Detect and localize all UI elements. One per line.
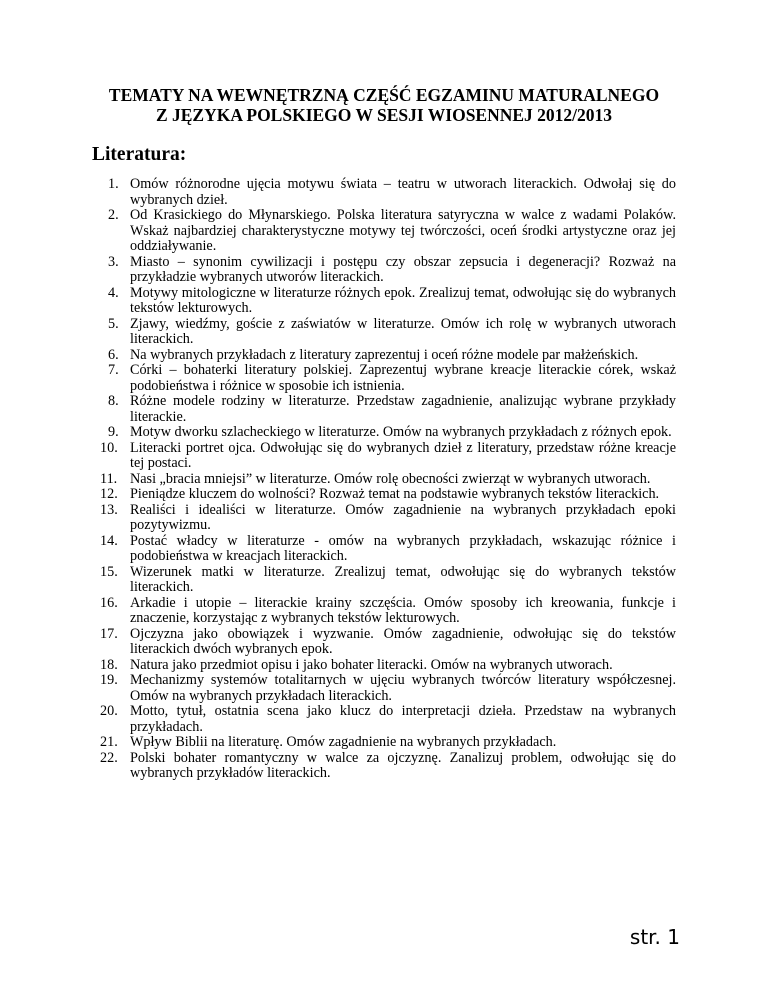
topic-number: 12. [100,486,118,502]
topic-text: Nasi „bracia mniejsi” w literaturze. Omów rolę obecności zwierząt w wybranych utworach. [130,470,651,487]
topic-text: Różne modele rodziny w literaturze. Przedstaw zagadnienie, analizując wybrane przykłady literackie. [130,393,676,425]
topic-item [100,656,676,674]
topic-item [100,734,676,751]
topic-text: Motywy mitologiczne w literaturze różnych epok. Zrealizuj temat, odwołując się do wybranych tekstów lekturowych. [130,284,676,316]
topic-number: 7. [108,362,119,378]
topic-text: Pieniądze kluczem do wolności? Rozważ temat na podstawie wybranych tekstów literackich. [130,486,660,502]
topic-text: Zjawy, wiedźmy, goście z zaświatów w literaturze. Omów ich rolę w wybranych utworach literackich. [130,315,676,347]
topic-text: Od Krasickiego do Młynarskiego. Polska literatura satyryczna w walce z wadami Polaków. Wskaż najbardziej charakterystyczne motywy tej twórczości, oceń środki artystyczne oraz jej oddziaływanie. [130,207,676,254]
topic-number: 5. [108,315,119,332]
topic-text: Literacki portret ojca. Odwołując się do wybranych dzieł z literatury, przedstaw różne kreacje tej postaci. [130,439,676,471]
topic-number: 3. [108,253,119,270]
topic-number: 22. [100,749,118,766]
topic-number: 18. [100,656,118,673]
topic-text: Ojczyzna jako obowiązek i wyzwanie. Omów zagadnienie, odwołując się do tekstów literackich dwóch wybranych epok. [130,625,676,657]
topic-text: Na wybranych przykładach z literatury zaprezentuj i oceń różne modele par małżeńskich. [130,346,639,363]
topic-item [100,532,676,565]
topic-number: 20. [100,703,118,719]
topic-text: Motto, tytuł, ostatnia scena jako klucz do interpretacji dzieła. Przedstaw na wybranych przykładach. [130,703,676,735]
document-title-line-2: Z JĘZYKA POLSKIEGO W SESJI WIOSENNEJ 2012/2013 [155,105,613,125]
topic-item [108,317,676,348]
document-title [60,85,708,125]
topic-item [100,486,676,503]
section-heading-literatura: Literatura: [92,144,187,165]
topic-list [100,176,676,782]
topic-text: Miasto – synonim cywilizacji i postępu czy obszar zepsucia i degeneracji? Rozważ na przykładzie wybranych utworów literackich. [130,253,676,285]
topic-item [100,501,676,534]
topic-number: 15. [100,563,118,580]
topic-text: Arkadie i utopie – literackie krainy szczęścia. Omów sposoby ich kreowania, funkcje i znaczenie, korzystając z wybranych tekstów lekturowych. [130,594,676,626]
document-title-line-1: TEMATY NA WEWNĘTRZNĄ CZĘŚĆ EGZAMINU MATURALNEGO [108,85,660,105]
topic-item [100,470,676,488]
topic-number: 6. [108,346,119,363]
topic-item [100,625,676,658]
topic-text: Córki – bohaterki literatury polskiej. Zaprezentuj wybrane kreacje literackie córek, wskaż podobieństwa i różnice w sposobie ich istnienia. [130,362,676,394]
topic-number: 8. [108,393,119,409]
topic-number: 9. [108,424,119,440]
topic-text: Postać władcy w literaturze - omów na wybranych przykładach, wskazując różnice i podobieństwa w kreacjach literackich. [130,532,676,564]
topic-item [108,177,676,208]
topic-text: Realiści i idealiści w literaturze. Omów zagadnienie na wybranych przykładach epoki pozytywizmu. [130,501,676,533]
topic-item [100,703,676,735]
topic-number: 2. [108,207,119,223]
topic-item [108,363,676,394]
topic-text: Wpływ Biblii na literaturę. Omów zagadnienie na wybranych przykładach. [130,734,557,750]
topic-text: Omów różnorodne ujęcia motywu świata – teatru w utworach literackich. Odwołaj się do wybranych dzieł. [130,176,676,208]
topic-text: Polski bohater romantyczny w walce za ojczyznę. Zanalizuj problem, odwołując się do wybranych przykładów literackich. [130,749,676,781]
topic-text: Motyw dworku szlacheckiego w literaturze. Omów na wybranych przykładach z różnych epok. [130,424,672,440]
topic-number: 21. [100,734,118,750]
topic-number: 17. [100,625,118,642]
topic-number: 14. [100,532,118,549]
topic-item [100,563,676,596]
topic-text: Natura jako przedmiot opisu i jako bohater literacki. Omów na wybranych utworach. [130,656,613,673]
topic-number: 4. [108,284,119,301]
topic-item [108,286,676,317]
topic-item [108,255,676,286]
topic-item [108,208,676,255]
topic-item [108,348,676,364]
topic-number: 16. [100,594,118,611]
topic-item [108,425,676,441]
page-number: str. 1 [629,925,680,949]
topic-item [100,594,676,627]
topic-item [100,439,676,472]
topic-number: 10. [100,439,118,456]
topic-number: 11. [100,470,118,487]
topic-number: 19. [100,672,118,688]
topic-text: Wizerunek matki w literaturze. Zrealizuj temat, odwołując się do wybranych tekstów literackich. [130,563,676,595]
topic-item [108,394,676,425]
topic-number: 1. [108,176,119,192]
topic-text: Mechanizmy systemów totalitarnych w ujęciu wybranych twórców literatury współczesnej. Omów na wybranych przykładach literackich. [130,672,676,704]
topic-item [100,672,676,704]
topic-number: 13. [100,501,118,518]
topic-item [100,749,676,782]
